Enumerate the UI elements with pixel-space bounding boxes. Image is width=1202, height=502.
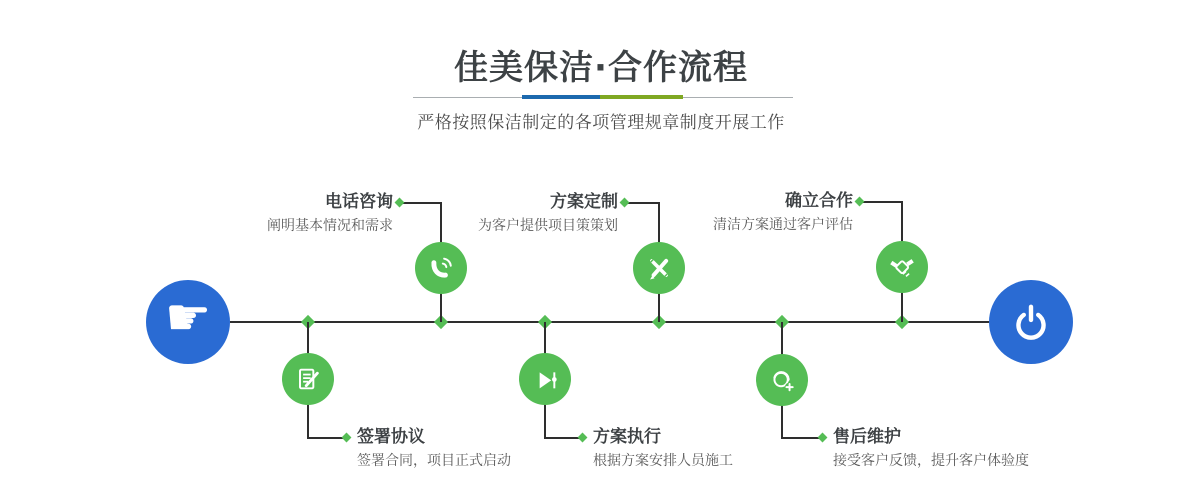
- play-execute-icon: [529, 363, 561, 395]
- step-desc: 接受客户反馈，提升客户体验度: [833, 452, 1029, 469]
- step-title: 售后维护: [833, 427, 901, 447]
- step-desc: 阐明基本情况和需求: [267, 217, 393, 234]
- page-subtitle: 严格按照保洁制定的各项管理规章制度开展工作: [417, 113, 785, 133]
- step-circle: [876, 241, 928, 293]
- label-diamond: [620, 198, 630, 208]
- customer-service-icon: [766, 364, 798, 396]
- power-icon: [1008, 299, 1054, 345]
- page-title: 佳美保洁·合作流程: [454, 48, 748, 88]
- design-tools-icon: [643, 252, 675, 284]
- connector-line: [403, 202, 441, 204]
- step-label: [478, 193, 618, 234]
- label-diamond: [578, 433, 588, 443]
- sign-document-icon: [292, 363, 324, 395]
- step-label: [357, 428, 511, 469]
- timeline-start-circle: [146, 280, 230, 364]
- handshake-icon: [886, 251, 918, 283]
- step-label: [833, 428, 1029, 469]
- step-title: 方案定制: [550, 192, 618, 212]
- step-desc: 根据方案安排人员施工: [593, 452, 733, 469]
- phone-call-icon: [425, 252, 457, 284]
- timeline-end-circle: [989, 280, 1073, 364]
- connector-line: [628, 202, 659, 204]
- step-circle: [282, 353, 334, 405]
- step-desc: 签署合同，项目正式启动: [357, 452, 511, 469]
- step-circle: [415, 242, 467, 294]
- timeline-main-line: [230, 321, 989, 323]
- label-diamond: [395, 198, 405, 208]
- connector-line: [863, 201, 902, 203]
- label-diamond: [855, 197, 865, 207]
- label-diamond: [342, 433, 352, 443]
- step-circle: [519, 353, 571, 405]
- step-label: [267, 193, 393, 234]
- step-label: [593, 428, 733, 469]
- step-desc: 清洁方案通过客户评估: [713, 216, 853, 233]
- step-desc: 为客户提供项目策策划: [478, 217, 618, 234]
- title-divider-green-segment: [600, 95, 683, 99]
- step-title: 方案执行: [593, 427, 661, 447]
- step-title: 签署协议: [357, 427, 425, 447]
- step-circle: [756, 354, 808, 406]
- title-divider-blue-segment: [522, 95, 600, 99]
- step-title: 电话咨询: [325, 192, 393, 212]
- label-diamond: [818, 433, 828, 443]
- step-circle: [633, 242, 685, 294]
- step-label: [713, 192, 853, 233]
- step-title: 确立合作: [785, 191, 853, 211]
- pointing-hand-icon: ☛: [164, 288, 212, 348]
